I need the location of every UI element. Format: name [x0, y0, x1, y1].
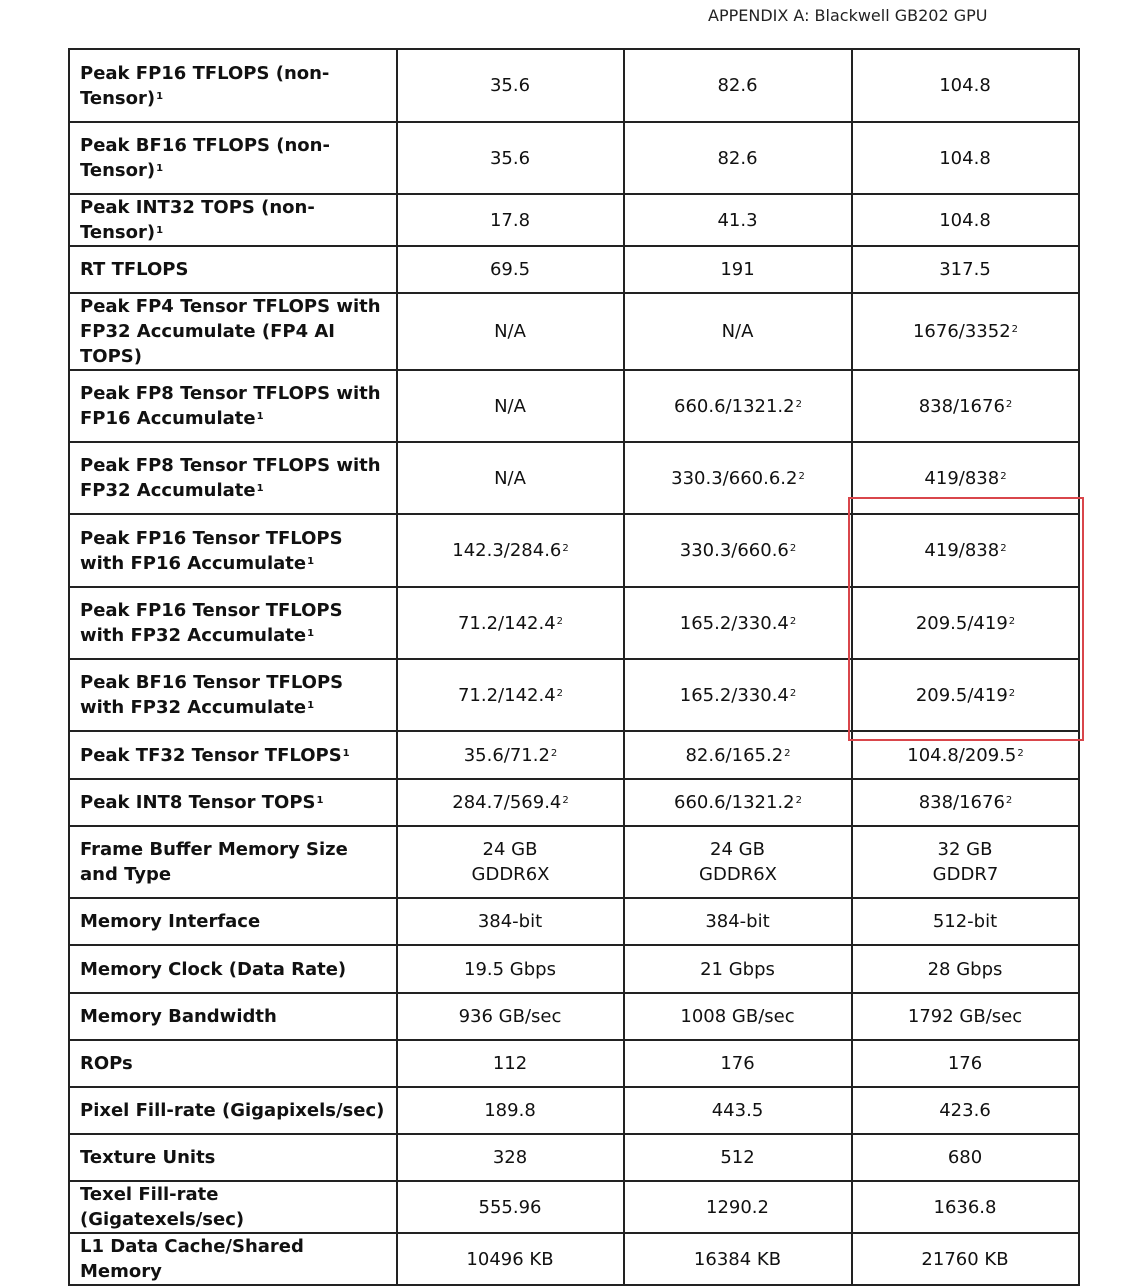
table-row — [69, 122, 1079, 194]
spec-value-col-2: 24 GB GDDR6X — [624, 826, 852, 898]
spec-value-col-1: 35.6/71.2$^2$ — [397, 731, 624, 779]
footnote-marker: 2 — [1017, 747, 1024, 759]
spec-value-col-1: 35.6 — [397, 122, 624, 194]
spec-value-col-3: 680 — [852, 1134, 1079, 1181]
spec-label: Memory Interface — [69, 898, 397, 945]
spec-value-col-3: $209.5/419^2$ — [852, 587, 1079, 659]
spec-value-col-1: 71.2/142.4$^2$ — [397, 587, 624, 659]
spec-value-col-1: 17.8 — [397, 194, 624, 246]
spec-value-col-3: 838/1676$^2$ — [852, 370, 1079, 442]
table-row — [69, 587, 1079, 659]
table-row — [69, 370, 1079, 442]
spec-value-col-2: 660.6/1321.2$^2$ — [624, 779, 852, 826]
table-row — [69, 993, 1079, 1040]
footnote-marker: 1 — [156, 163, 164, 174]
footnote-marker: 2 — [550, 747, 558, 759]
spec-value-col-2: 330.3/660.6$^2$ — [624, 514, 852, 587]
footnote-marker: 2 — [562, 543, 569, 554]
spec-value-col-2: 384-bit — [624, 898, 852, 945]
spec-value-col-3: $209.5/419^2$ — [852, 659, 1079, 731]
table-row — [69, 945, 1079, 993]
table-row — [69, 1134, 1079, 1181]
spec-value-col-3: 423.6 — [852, 1087, 1079, 1134]
spec-value-col-3: 104.8 — [852, 122, 1079, 194]
spec-table — [68, 48, 1080, 1286]
spec-value-col-1: N/A — [397, 293, 624, 370]
spec-label: L1 Data Cache/Shared Memory — [69, 1233, 397, 1285]
footnote-marker: 2 — [562, 795, 569, 806]
spec-label: Peak FP8 Tensor TFLOPS with FP32 Accumulate$^1$ — [69, 442, 397, 514]
table-row — [69, 49, 1079, 122]
footnote-marker: 1 — [156, 90, 164, 102]
spec-value-col-2: 191 — [624, 246, 852, 293]
spec-value-col-2: 21 Gbps — [624, 945, 852, 993]
footnote-marker: 2 — [789, 687, 797, 699]
spec-table-body — [69, 49, 1079, 1285]
footnote-marker: 2 — [1000, 470, 1007, 482]
table-row — [69, 246, 1079, 293]
spec-value-col-1: 69.5 — [397, 246, 624, 293]
spec-label: ROPs — [69, 1040, 397, 1087]
spec-value-col-1: 142.3/284.6$^2$ — [397, 514, 624, 587]
table-row — [69, 1181, 1079, 1233]
table-row — [69, 659, 1079, 731]
footnote-marker: 1 — [256, 411, 264, 422]
footnote-marker: 1 — [307, 700, 315, 711]
spec-value-col-2: 176 — [624, 1040, 852, 1087]
table-row — [69, 898, 1079, 945]
footnote-marker: 2 — [795, 398, 802, 410]
table-row — [69, 826, 1079, 898]
spec-value-col-1: 71.2/142.4$^2$ — [397, 659, 624, 731]
spec-label: Texture Units — [69, 1134, 397, 1181]
footnote-marker: 1 — [342, 747, 350, 759]
table-row — [69, 1233, 1079, 1285]
spec-value-col-3: 1636.8 — [852, 1181, 1079, 1233]
spec-value-col-3: 21760 KB — [852, 1233, 1079, 1285]
spec-label: Peak FP16 TFLOPS (non-Tensor)$^1$ — [69, 49, 397, 122]
footnote-marker: 2 — [556, 687, 564, 699]
spec-value-col-1: 19.5 Gbps — [397, 945, 624, 993]
spec-value-col-3: 838/1676$^2$ — [852, 779, 1079, 826]
spec-label: Peak FP16 Tensor TFLOPS with FP32 Accumulate$^1$ — [69, 587, 397, 659]
spec-label: Peak FP16 Tensor TFLOPS with FP16 Accumulate$^1$ — [69, 514, 397, 587]
spec-value-col-3: 176 — [852, 1040, 1079, 1087]
footnote-marker: 2 — [789, 615, 797, 627]
table-row — [69, 779, 1079, 826]
table-row — [69, 194, 1079, 246]
spec-value-col-1: 112 — [397, 1040, 624, 1087]
spec-label: Texel Fill-rate (Gigatexels/sec) — [69, 1181, 397, 1233]
spec-value-col-3: 512-bit — [852, 898, 1079, 945]
spec-label: Peak BF16 Tensor TFLOPS with FP32 Accumulate$^1$ — [69, 659, 397, 731]
footnote-marker: 1 — [307, 628, 315, 639]
table-row — [69, 1087, 1079, 1134]
spec-value-col-1: 189.8 — [397, 1087, 624, 1134]
spec-label: Peak TF32 Tensor TFLOPS$^1$ — [69, 731, 397, 779]
table-row — [69, 514, 1079, 587]
spec-value-col-3: 1792 GB/sec — [852, 993, 1079, 1040]
spec-value-col-3: 28 Gbps — [852, 945, 1079, 993]
spec-value-col-2: 82.6 — [624, 122, 852, 194]
spec-value-col-1: 24 GB GDDR6X — [397, 826, 624, 898]
spec-value-col-2: 41.3 — [624, 194, 852, 246]
spec-value-col-1: 555.96 — [397, 1181, 624, 1233]
spec-value-col-2: 443.5 — [624, 1087, 852, 1134]
footnote-marker: 1 — [256, 483, 264, 494]
spec-label: RT TFLOPS — [69, 246, 397, 293]
spec-value-col-2: 165.2/330.4$^2$ — [624, 587, 852, 659]
spec-value-col-3: 32 GB GDDR7 — [852, 826, 1079, 898]
footnote-marker: 2 — [1008, 615, 1016, 627]
footnote-marker: 2 — [784, 747, 791, 759]
table-row — [69, 293, 1079, 370]
spec-label: Pixel Fill-rate (Gigapixels/sec) — [69, 1087, 397, 1134]
spec-value-col-1: 284.7/569.4$^2$ — [397, 779, 624, 826]
appendix-header: APPENDIX A: Blackwell GB202 GPU — [708, 6, 988, 25]
spec-value-col-3: 1676/3352$^2$ — [852, 293, 1079, 370]
spec-value-col-1: N/A — [397, 370, 624, 442]
spec-value-col-3: 104.8 — [852, 194, 1079, 246]
spec-label: Memory Clock (Data Rate) — [69, 945, 397, 993]
spec-label: Peak INT8 Tensor TOPS$^1$ — [69, 779, 397, 826]
spec-value-col-3: 317.5 — [852, 246, 1079, 293]
spec-value-col-2: N/A — [624, 293, 852, 370]
spec-value-col-3: $419/838^2$ — [852, 442, 1079, 514]
spec-value-col-2: 165.2/330.4$^2$ — [624, 659, 852, 731]
table-row — [69, 1040, 1079, 1087]
spec-value-col-2: 16384 KB — [624, 1233, 852, 1285]
spec-value-col-2: 512 — [624, 1134, 852, 1181]
spec-value-col-1: N/A — [397, 442, 624, 514]
spec-label: Peak BF16 TFLOPS (non-Tensor)$^1$ — [69, 122, 397, 194]
spec-value-col-2: 82.6/165.2$^2$ — [624, 731, 852, 779]
spec-value-col-2: 82.6 — [624, 49, 852, 122]
spec-value-col-1: 328 — [397, 1134, 624, 1181]
spec-label: Peak FP4 Tensor TFLOPS with FP32 Accumulate (FP4 AI TOPS) — [69, 293, 397, 370]
footnote-marker: 2 — [556, 615, 564, 627]
spec-value-col-2: 1290.2 — [624, 1181, 852, 1233]
footnote-marker: 2 — [798, 470, 805, 482]
spec-value-col-1: 35.6 — [397, 49, 624, 122]
spec-label: Frame Buffer Memory Size and Type — [69, 826, 397, 898]
spec-value-col-3: $419/838^2$ — [852, 514, 1079, 587]
spec-label: Peak INT32 TOPS (non-Tensor)$^1$ — [69, 194, 397, 246]
spec-label: Memory Bandwidth — [69, 993, 397, 1040]
spec-value-col-2: 1008 GB/sec — [624, 993, 852, 1040]
footnote-marker: 1 — [307, 555, 315, 567]
footnote-marker: 1 — [156, 225, 164, 236]
spec-value-col-1: 384-bit — [397, 898, 624, 945]
spec-value-col-2: 660.6/1321.2$^2$ — [624, 370, 852, 442]
footnote-marker: 2 — [1008, 687, 1016, 699]
spec-table-container — [68, 48, 1078, 1286]
footnote-marker: 1 — [316, 795, 324, 806]
spec-value-col-2: 330.3/660.6.2$^2$ — [624, 442, 852, 514]
spec-label: Peak FP8 Tensor TFLOPS with FP16 Accumulate$^1$ — [69, 370, 397, 442]
spec-value-col-1: 936 GB/sec — [397, 993, 624, 1040]
footnote-marker: 2 — [789, 543, 797, 554]
footnote-marker: 2 — [1005, 795, 1013, 806]
table-row — [69, 442, 1079, 514]
spec-value-col-3: 104.8 — [852, 49, 1079, 122]
table-row — [69, 731, 1079, 779]
footnote-marker: 2 — [1000, 543, 1007, 554]
footnote-marker: 2 — [1011, 324, 1019, 335]
footnote-marker: 2 — [795, 795, 802, 806]
spec-value-col-1: 10496 KB — [397, 1233, 624, 1285]
footnote-marker: 2 — [1005, 398, 1013, 410]
spec-value-col-3: 104.8/209.5$^2$ — [852, 731, 1079, 779]
